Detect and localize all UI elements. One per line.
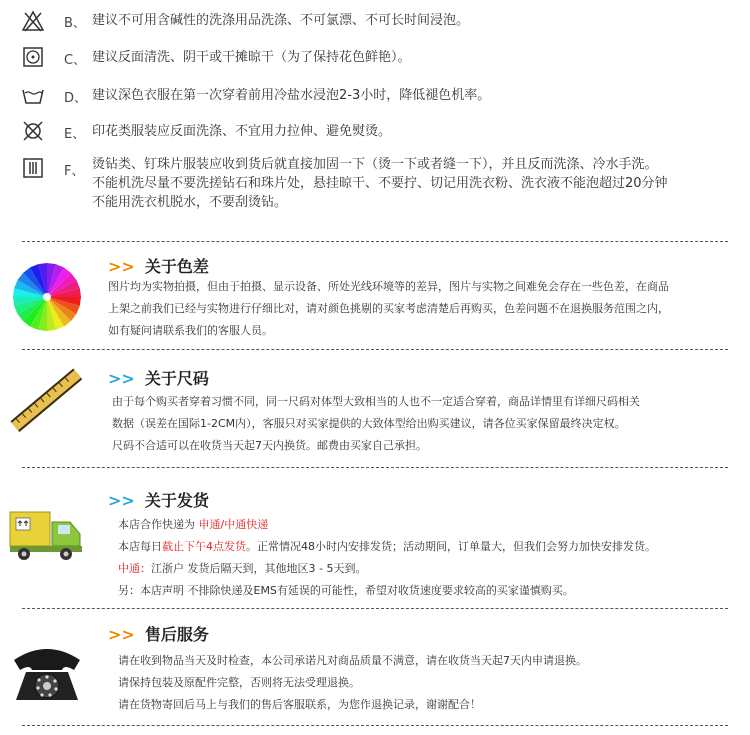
line-dry-icon: [22, 157, 44, 179]
cutoff-time: 截止下午4点发货: [162, 540, 246, 553]
arrow-icon: >>: [108, 625, 135, 644]
body-line: 请在收到物品当天及时检查，本公司承诺凡对商品质量不满意，请在收货当天起7天内申请退换。: [118, 654, 587, 667]
body-line: 另：本店声明 不排除快递及EMS有延误的可能性，希望对收货速度要求较高的买家谨慎购买。: [118, 584, 574, 597]
telephone-icon: [8, 630, 86, 708]
body-text: 江浙户 发货后隔天到，其他地区3 - 5天到。: [151, 562, 367, 575]
no-dry-clean-icon: [22, 120, 44, 142]
body-line: [118, 514, 656, 536]
body-line: [118, 536, 656, 558]
measuring-tape-icon: [8, 362, 86, 440]
arrow-icon: >>: [108, 491, 135, 510]
body-line: 上架之前我们已经与实物进行仔细比对，请对颜色挑剔的买家考虑清楚后再购买，色差问题不在退换服务范围之内，: [108, 302, 669, 315]
section-title-text: 售后服务: [144, 625, 209, 644]
care-text: 建议不可用含碱性的洗涤用品洗涤、不可氯漂、不可长时间浸泡。: [92, 13, 470, 28]
wash-tub-icon: [22, 84, 44, 106]
care-text: 建议反面清洗、阴干或干摊晾干（为了保持花色鲜艳）。: [92, 50, 411, 65]
body-line: 尺码不合适可以在收货当天起7天内换货。邮费由买家自己承担。: [112, 439, 427, 452]
section-body-color: [108, 276, 669, 342]
arrow-icon: >>: [108, 257, 135, 276]
section-body-shipping: [118, 514, 656, 602]
delivery-truck-icon: [8, 494, 86, 572]
care-text: 建议深色衣服在第一次穿着前用冷盐水浸泡2-3小时，降低褪色机率。: [92, 88, 491, 103]
tumble-dry-icon: [22, 46, 44, 68]
care-text-line: 不能机洗尽量不要洗搓钻石和珠片处，悬挂晾干、不要拧、切记用洗衣粉、洗衣液不能泡超过20分钟: [92, 176, 668, 191]
body-text: 本店每日: [118, 540, 162, 553]
care-text: 印花类服装应反面洗涤、不宜用力拉伸、避免熨烫。: [92, 124, 392, 139]
divider: [22, 467, 728, 468]
divider: [22, 349, 728, 350]
section-title-shipping: [108, 488, 209, 511]
body-line: 由于每个购买者穿着习惯不同，同一尺码对体型大致相当的人也不一定适合穿着，商品详情里有详细尺码相关: [112, 395, 640, 408]
body-text: 。正常情况48小时内安排发货；活动期间，订单量大，但我们会努力加快安排发货。: [246, 540, 656, 553]
section-body-after-sales: [118, 650, 587, 716]
care-text-line: 不能用洗衣机脱水，不要刮烫钻。: [92, 195, 288, 210]
body-line: [118, 558, 656, 580]
care-text-line: 烫钻类、钉珠片服装应收到货后就直接加固一下（烫一下或者缝一下），并且反而洗涤、冷水手洗。: [92, 157, 658, 172]
divider: [22, 608, 728, 609]
care-letter: B、: [64, 16, 86, 31]
divider: [22, 241, 728, 242]
courier-label: 中通：: [118, 562, 151, 575]
care-letter: D、: [64, 91, 88, 106]
body-line: 请保持包装及原配件完整，否则将无法受理退换。: [118, 676, 360, 689]
care-text: [92, 155, 668, 212]
no-bleach-icon: [22, 10, 44, 32]
body-line: 图片均为实物拍摄，但由于拍摄、显示设备、所处光线环境等的差异，图片与实物之间难免会存在一些色差，在商品: [108, 280, 669, 293]
care-letter: C、: [64, 53, 87, 68]
section-title-size: [108, 366, 209, 389]
color-wheel-icon: [8, 258, 86, 336]
section-title-text: 关于发货: [144, 491, 209, 510]
courier-name: 申通/中通快递: [198, 518, 269, 531]
care-letter: E、: [64, 127, 86, 142]
section-body-size: [112, 391, 640, 457]
care-letter: F、: [64, 164, 85, 179]
divider: [22, 725, 728, 726]
body-line: 如有疑问请联系我们的客服人员。: [108, 324, 273, 337]
section-title-text: 关于尺码: [144, 369, 209, 388]
section-title-text: 关于色差: [144, 257, 209, 276]
body-line: 数据（误差在国际1-2CM内），客服只对买家提供的大致体型给出购买建议，请各位买家保留最终决定权。: [112, 417, 626, 430]
body-text: 本店合作快递为: [118, 518, 199, 531]
body-line: 请在货物寄回后马上与我们的售后客服联系，为您作退换记录，谢谢配合！: [118, 698, 481, 711]
section-title-after-sales: [108, 622, 209, 645]
section-title-color: [108, 254, 209, 277]
arrow-icon: >>: [108, 369, 135, 388]
